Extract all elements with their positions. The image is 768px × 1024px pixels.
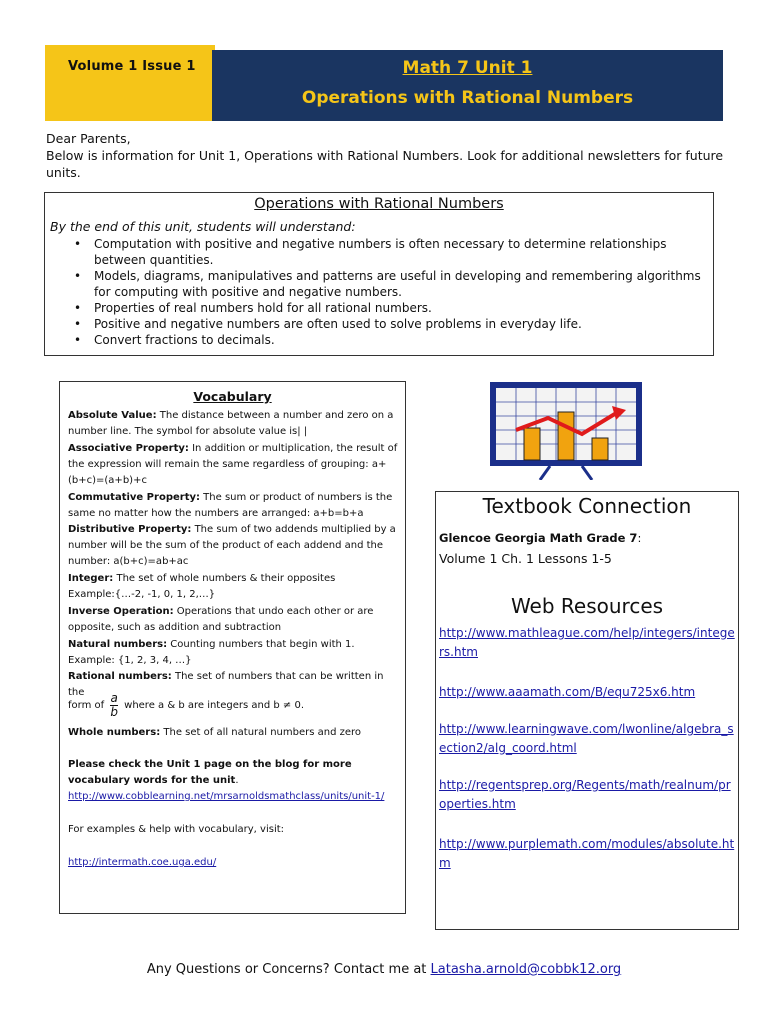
term-label: Integer:	[68, 573, 114, 584]
term-label: Inverse Operation:	[68, 606, 174, 617]
term-label: Distributive Property:	[68, 524, 192, 535]
term-label: Associative Property:	[68, 443, 189, 454]
understanding-subheading: By the end of this unit, students will understand:	[50, 219, 356, 234]
bar-graph-clipart	[490, 382, 642, 480]
term-label: Whole numbers:	[68, 727, 161, 738]
intermath-link[interactable]: http://intermath.coe.uga.edu/	[68, 857, 217, 868]
vocab-commutative	[68, 490, 403, 522]
graph-bar-3	[592, 438, 608, 460]
web-link-mathleague[interactable]: http://www.mathleague.com/help/integers/integers.htm	[439, 626, 735, 659]
term-label: Rational numbers:	[68, 671, 172, 682]
list-item: • Positive and negative numbers are often used to solve problems in everyday life.	[74, 317, 582, 331]
term-definition: In addition or multiplication, the result of the expression will remain the same regardless of grouping: a+(b+c)=(a+b)+c	[68, 443, 398, 486]
examples-text: For examples & help with vocabulary, visit:	[68, 824, 285, 835]
term-example: Example:{…-2, -1, 0, 1, 2,…}	[68, 589, 216, 600]
intro-text: Below is information for Unit 1, Operations with Rational Numbers. Look for additional newsletters for future units.	[46, 148, 724, 180]
term-definition: The distance between a number and zero on a number line. The symbol for absolute value is| |	[68, 410, 394, 437]
understanding-list	[74, 236, 704, 348]
term-definition: The set of numbers that can be written in the	[68, 671, 384, 698]
intro-greeting: Dear Parents,	[46, 131, 131, 146]
page-subtitle: Operations with Rational Numbers	[301, 88, 634, 108]
rational-form-suffix: where a & b are integers and b ≠ 0.	[124, 700, 304, 711]
list-item: • Properties of real numbers hold for all rational numbers.	[74, 301, 432, 315]
graph-leg-right	[582, 466, 592, 480]
rational-form-prefix: form of	[68, 700, 105, 711]
volume-banner	[45, 45, 215, 121]
vocab-rational-form	[68, 688, 403, 724]
blog-link[interactable]: http://www.cobblearning.net/mrsarnoldsmathclass/units/unit-1/	[68, 791, 385, 802]
vocabulary-heading: Vocabulary	[193, 389, 272, 404]
bullet-icon: •	[74, 269, 82, 283]
graph-bar-2	[558, 412, 574, 460]
vocab-distributive	[68, 522, 403, 570]
list-item: • Convert fractions to decimals.	[74, 333, 275, 347]
textbook-heading: Textbook Connection	[482, 494, 692, 518]
intermath-link-wrap	[68, 855, 403, 871]
bullet-icon: •	[74, 237, 82, 251]
term-definition: The sum of two addends multiplied by a number will be the sum of the product of each addend and the number: a(b+c)=ab+ac	[68, 524, 396, 567]
graph-bar-1	[524, 428, 540, 460]
fraction-a-over-b	[110, 692, 118, 719]
term-definition: The set of all natural numbers and zero	[160, 727, 362, 738]
web-link-learningwave[interactable]: http://www.learningwave.com/lwonline/algebra_section2/alg_coord.html	[439, 722, 734, 755]
bullet-icon: •	[74, 333, 82, 347]
fraction-denominator: b	[110, 704, 118, 719]
term-definition: Counting numbers that begin with 1.	[167, 639, 355, 650]
vocab-absolute-value	[68, 408, 403, 440]
web-link-aaamath[interactable]: http://www.aaamath.com/B/equ725x6.htm	[439, 685, 696, 699]
bullet-icon: •	[74, 301, 82, 315]
vocab-integer	[68, 571, 403, 603]
term-definition: Operations that undo each other or are opposite, such as addition and subtraction	[68, 606, 374, 633]
list-item: • Models, diagrams, manipulatives and patterns are useful in developing and remembering algorithms for computing with positive and negative numbers.	[74, 269, 701, 299]
contact-text: Any Questions or Concerns? Contact me at	[146, 962, 431, 977]
term-definition: The sum or product of numbers is the same no matter how the numbers are arranged: a+b=b+a	[68, 492, 393, 519]
volume-label: Volume 1 Issue 1	[68, 59, 196, 74]
textbook-title: Glencoe Georgia Math Grade 7:	[439, 531, 642, 545]
blog-notice-text: Please check the Unit 1 page on the blog for more vocabulary words for the unit	[68, 759, 352, 786]
fraction-numerator: a	[110, 690, 118, 705]
bullet-icon: •	[74, 317, 82, 331]
intro-letter	[46, 130, 726, 181]
term-label: Absolute Value:	[68, 410, 157, 421]
term-label: Commutative Property:	[68, 492, 200, 503]
vocab-whole-numbers	[68, 725, 403, 741]
web-link-purplemath[interactable]: http://www.purplemath.com/modules/absolute.htm	[439, 837, 735, 870]
term-label: Natural numbers:	[68, 639, 168, 650]
vocab-inverse-operation	[68, 604, 403, 636]
web-link-regentsprep[interactable]: http://regentsprep.org/Regents/math/realnum/properties.htm	[439, 778, 731, 811]
graph-leg-left	[540, 466, 550, 480]
vocab-natural-numbers	[68, 637, 403, 669]
contact-email-link[interactable]: Latasha.arnold@cobbk12.org	[430, 962, 622, 977]
term-definition: The set of whole numbers & their opposites	[113, 573, 336, 584]
contact-footer	[0, 962, 768, 977]
page-title: Math 7 Unit 1	[402, 58, 533, 78]
term-example: Example: {1, 2, 3, 4, …}	[68, 655, 192, 666]
vocab-associative	[68, 441, 403, 489]
web-resources-heading: Web Resources	[510, 594, 664, 618]
list-item: • Computation with positive and negative numbers is often necessary to determine relationships between quantities.	[74, 237, 667, 267]
textbook-chapter: Volume 1 Ch. 1 Lessons 1-5	[439, 551, 612, 566]
blog-notice: Please check the Unit 1 page on the blog for more vocabulary words for the unit. http://www.cobblearning.net/mrsarnoldsmathclass/units/unit-1/	[68, 759, 385, 802]
understanding-heading: Operations with Rational Numbers	[254, 196, 504, 212]
